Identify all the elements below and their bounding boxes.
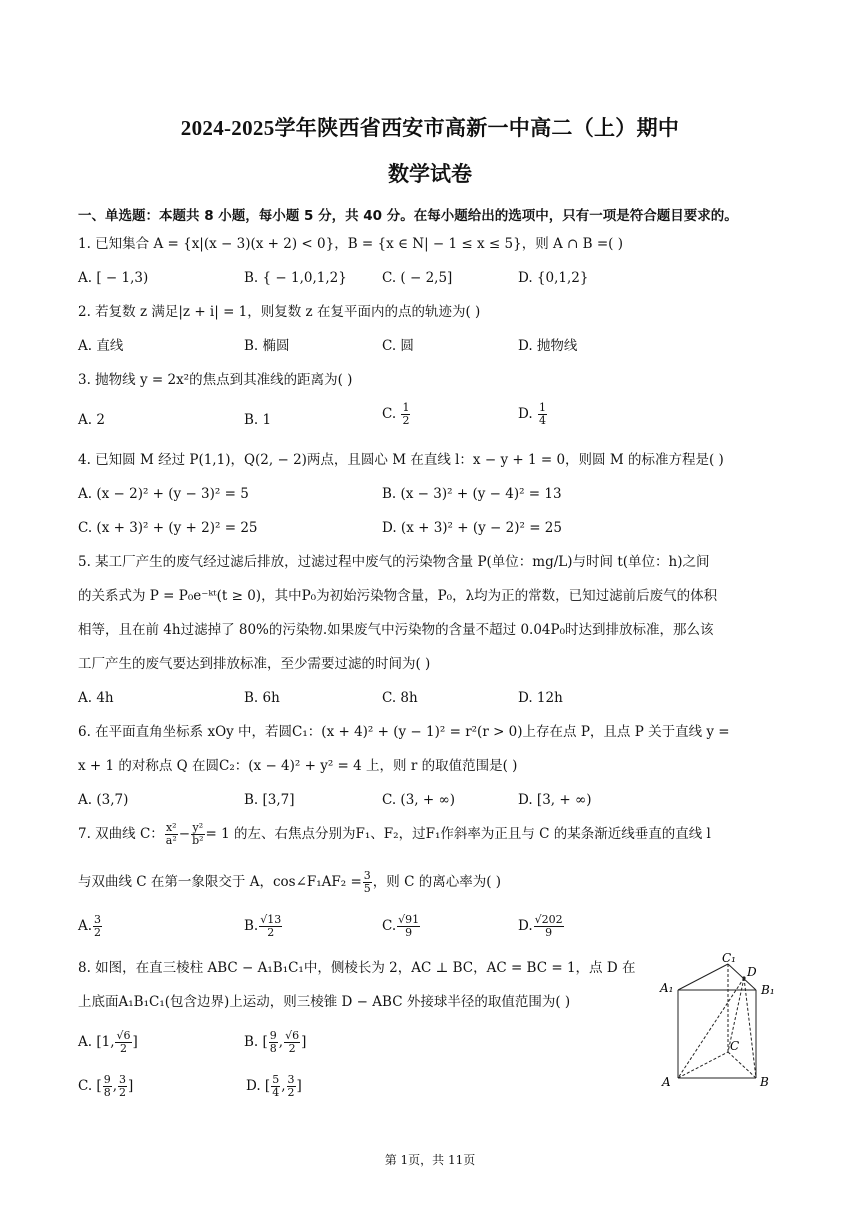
q6-option-a: A. (3,7) [78,792,129,808]
q3-option-d: D. $\frac{1}{4}$ [518,401,546,427]
label-c: C [730,1039,740,1053]
exam-subtitle: 数学试卷 [388,162,472,186]
q3-option-b: B. 1 [244,412,272,428]
question-1-stem: 1. 已知集合 A = {x|(x − 3)(x + 2) < 0}，B = {x ∈ N| − 1 ≤ x ≤ 5}，则 A ∩ B =( ) [78,236,623,252]
label-a1: A₁ [660,981,674,995]
q5-option-a: A. 4h [78,690,114,706]
edge-c-b [728,1052,756,1078]
q4-option-d: D. (x + 3)² + (y − 2)² = 25 [382,520,562,536]
q5-option-c: C. 8h [382,690,418,706]
q3-option-a: A. 2 [78,412,105,428]
q1-option-b: B. { − 1,0,1,2} [244,270,347,286]
q7-option-a: A. $\frac{3}{2}$ [78,913,102,939]
q8-option-a: A. [1, $\frac{√6}{2}$ ] [78,1029,138,1055]
q2-option-b: B. 椭圆 [244,338,290,354]
label-b: B [760,1075,769,1089]
q7-option-c: C. $\frac{√91}{9}$ [382,913,420,939]
question-2-stem: 2. 若复数 z 满足|z + i| = 1，则复数 z 在复平面内的点的轨迹为( ) [78,304,481,320]
q5-option-d: D. 12h [518,690,563,706]
q2-option-a: A. 直线 [78,338,124,354]
q1-option-d: D. {0,1,2} [518,270,589,286]
section-heading: 一、单选题：本题共 8 小题，每小题 5 分，共 40 分。在每小题给出的选项中，只有一项是符合题目要求的。 [78,208,738,224]
label-a: A [662,1075,671,1089]
edge-d-a [678,978,744,1078]
q4-option-b: B. (x − 3)² + (y − 4)² = 13 [382,486,562,502]
q1-option-c: C. ( − 2,5] [382,270,453,286]
label-c1: C₁ [722,952,736,965]
label-b1: B₁ [761,983,775,997]
q1-option-a: A. [ − 1,3) [78,270,149,286]
question-3-stem: 3. 抛物线 y = 2x²的焦点到其准线的距离为( ) [78,372,353,388]
exam-title: 2024-2025学年陕西省西安市高新一中高二（上）期中 [180,116,680,140]
point-d [742,976,745,979]
q5-option-b: B. 6h [244,690,280,706]
q8-option-c: C. [ $\frac{9}{8}$ , $\frac{3}{2}$ ] [78,1073,134,1099]
edge-a1-c1 [678,964,728,990]
question-6-line-1: 6. 在平面直角坐标系 xOy 中，若圆C₁：(x + 4)² + (y − 1)² = r²(r > 0)上存在点 P，且点 P 关于直线 y = [78,724,730,740]
question-5-line-3: 相等，且在前 4h过滤掉了 80%的污染物.如果废气中污染物的含量不超过 0.04P₀时达到排放标准，那么该 [78,622,714,638]
label-d: D [747,965,757,979]
q6-option-c: C. (3, + ∞) [382,792,455,808]
question-8-line-2: 上底面A₁B₁C₁(包含边界)上运动，则三棱锥 D − ABC 外接球半径的取值范围为( ) [78,994,571,1010]
q2-option-c: C. 圆 [382,338,414,354]
q7-option-b: B. $\frac{√13}{2}$ [244,913,282,939]
edge-d-b [744,978,756,1078]
q8-option-b: B. [ $\frac{9}{8}$ , $\frac{√6}{2}$ ] [244,1029,307,1055]
q8-option-d: D. [ $\frac{5}{4}$ , $\frac{3}{2}$ ] [246,1073,302,1099]
question-7-line-1: 7. 双曲线 C： $\frac{\text{x²}}{\text{a²}}$ − $\frac{\text{y²}}{\text{b²}}$ = 1 的左、右焦点分别为F₁、F₂，过F₁作斜率为正且与 C 的某条渐近线垂直的直线 l [78,821,711,847]
question-4-stem: 4. 已知圆 M 经过 P(1,1)，Q(2, − 2)两点，且圆心 M 在直线 l：x − y + 1 = 0，则圆 M 的标准方程是( ) [78,452,724,468]
question-6-line-2: x + 1 的对称点 Q 在圆C₂：(x − 4)² + y² = 4 上，则 r 的取值范围是( ) [78,758,518,774]
question-5-line-1: 5. 某工厂产生的废气经过滤后排放，过滤过程中废气的污染物含量 P(单位：mg/L)与时间 t(单位：h)之间 [78,554,710,570]
prism-figure [652,952,792,1092]
q3-option-c: C. $\frac{1}{2}$ [382,401,410,427]
page-footer: 第 1页，共 11页 [384,1153,476,1167]
q7-option-d: D. $\frac{√202}{9}$ [518,913,563,939]
question-5-line-4: 工厂产生的废气要达到排放标准，至少需要过滤的时间为( ) [78,656,431,672]
edge-a-c [678,1052,728,1078]
question-5-line-2: 的关系式为 P = P₀e⁻ᵏᵗ(t ≥ 0)，其中P₀为初始污染物含量，P₀，λ均为正的常数，已知过滤前后废气的体积 [78,588,718,604]
question-7-line-2: 与双曲线 C 在第一象限交于 A，cos∠F₁AF₂ = $\frac{3}{5}$ ，则 C 的离心率为( ) [78,869,502,895]
q6-option-d: D. [3, + ∞) [518,792,592,808]
q4-option-a: A. (x − 2)² + (y − 3)² = 5 [78,486,249,502]
q4-option-c: C. (x + 3)² + (y + 2)² = 25 [78,520,258,536]
q6-option-b: B. [3,7] [244,792,295,808]
q2-option-d: D. 抛物线 [518,338,578,354]
question-8-line-1: 8. 如图，在直三棱柱 ABC − A₁B₁C₁中，侧棱长为 2，AC ⊥ BC，AC = BC = 1，点 D 在 [78,960,636,976]
